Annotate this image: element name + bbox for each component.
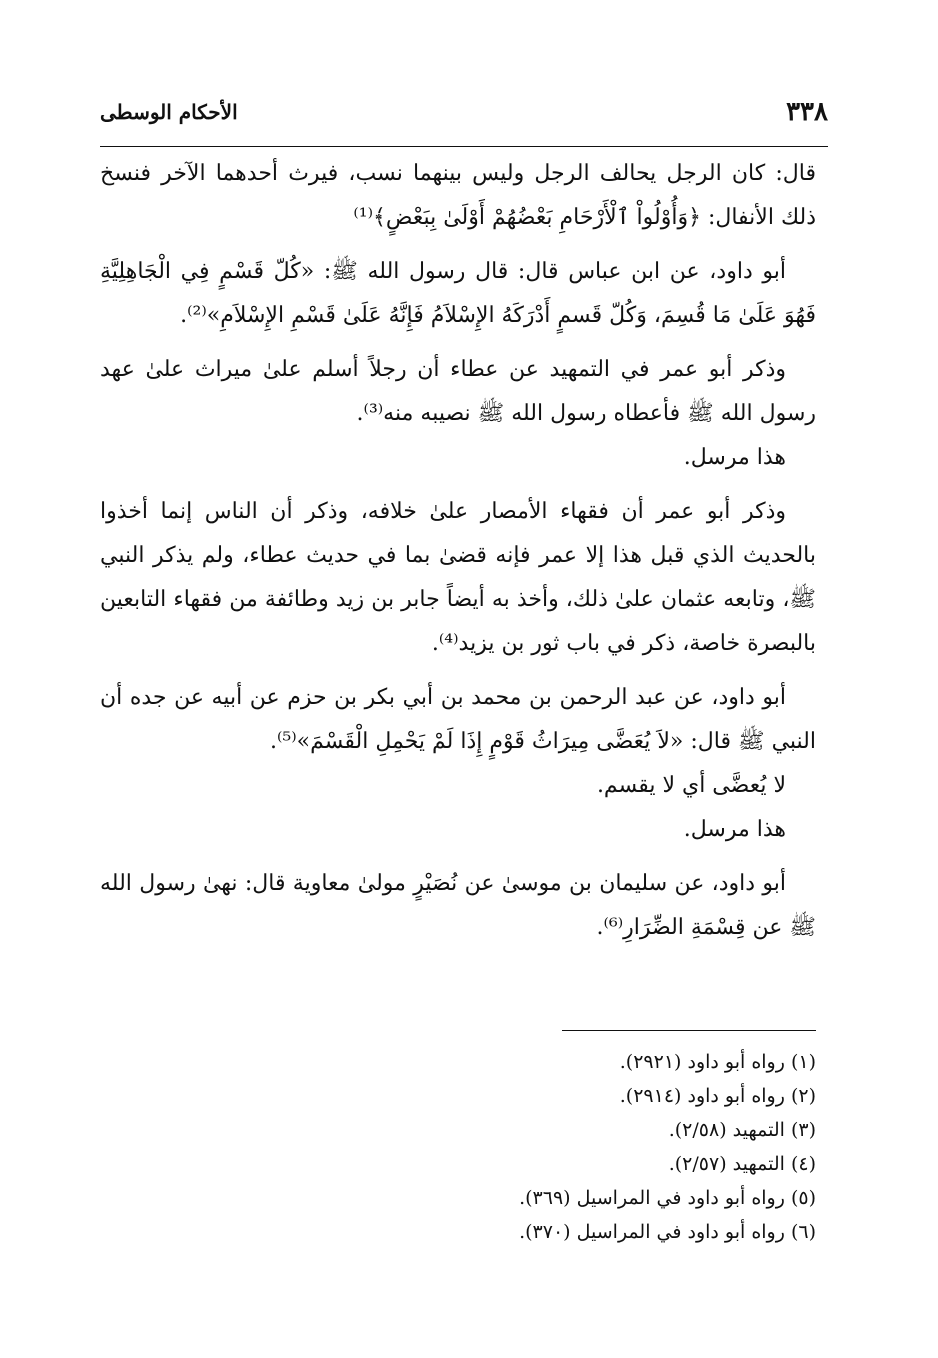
page-header [100,92,828,132]
footnote-rule [562,1030,816,1031]
paragraph-9: أبو داود، عن سليمان بن موسىٰ عن نُصَيْرٍ مولىٰ معاوية قال: نهىٰ رسول الله ﷺ عن قِسْمَةِ الضِّرَارِ⁽⁶⁾. [100,871,816,940]
footnote-6: (٦) رواه أبو داود في المراسيل (٣٧٠). [519,1221,816,1243]
running-title: الأحكام الوسطى [100,100,238,124]
paragraph-2: أبو داود، عن ابن عباس قال: قال رسول الله ﷺ: «كُلّ قَسْمٍ فِي الْجَاهِلِيَّةِ فَهُوَ عَلَىٰ مَا قُسِمَ، وَكُلّ قَسمٍ أَدْرَكَهُ الإِسْلاَمُ فَإِنَّهُ عَلَىٰ قَسْمِ الإِسْلاَمِ»⁽²⁾. [100,259,816,328]
footnote-5: (٥) رواه أبو داود في المراسيل (٣٦٩). [519,1187,816,1209]
paragraph-3: وذكر أبو عمر في التمهيد عن عطاء أن رجلاً أسلم علىٰ ميراث علىٰ عهد رسول الله ﷺ فأعطاه رسول الله ﷺ نصيبه منه⁽³⁾. [100,357,816,426]
page-number: ٣٣٨ [786,97,828,127]
paragraph-8: هذا مرسل. [683,817,786,842]
footnote-3: (٣) التمهيد (٢/٥٨). [668,1119,816,1141]
paragraph-6: أبو داود، عن عبد الرحمن بن محمد بن أبي بكر بن حزم عن أبيه عن جده أن النبي ﷺ قال: «لاَ يُعَضَّى مِيرَاثُ قَوْمٍ إِذَا لَمْ يَحْمِلِ الْقَسْمَ»⁽⁵⁾. [100,685,816,754]
paragraph-7: لا يُعضَّى أي لا يقسم. [596,773,786,798]
footnote-2: (٢) رواه أبو داود (٢٩١٤). [619,1085,816,1107]
footnotes [100,1045,816,1249]
paragraph-1: قال: كان الرجل يحالف الرجل وليس بينهما نسب، فيرث أحدهما الآخر فنسخ ذلك الأنفال: ﴿وَأُوْلُواْ ٱلْأَرْحَامِ بَعْضُهُمْ أَوْلَىٰ بِبَعْضٍ﴾⁽¹⁾ [100,161,816,230]
footnote-4: (٤) التمهيد (٢/٥٧). [668,1153,816,1175]
main-text [100,152,816,960]
paragraph-4: هذا مرسل. [683,445,786,470]
paragraph-5: وذكر أبو عمر أن فقهاء الأمصار علىٰ خلافه، وذكر أن الناس إنما أخذوا بالحديث الذي قبل هذا إلا عمر فإنه قضىٰ بما في حديث عطاء، ولم يذكر النبي ﷺ، وتابعه عثمان علىٰ ذلك، وأخذ به أيضاً جابر بن زيد وطائفة من فقهاء التابعين بالبصرة خاصة، ذكر في باب ثور بن يزيد⁽⁴⁾. [100,499,816,656]
footnote-1: (١) رواه أبو داود (٢٩٢١). [619,1051,816,1073]
header-rule [100,146,828,147]
